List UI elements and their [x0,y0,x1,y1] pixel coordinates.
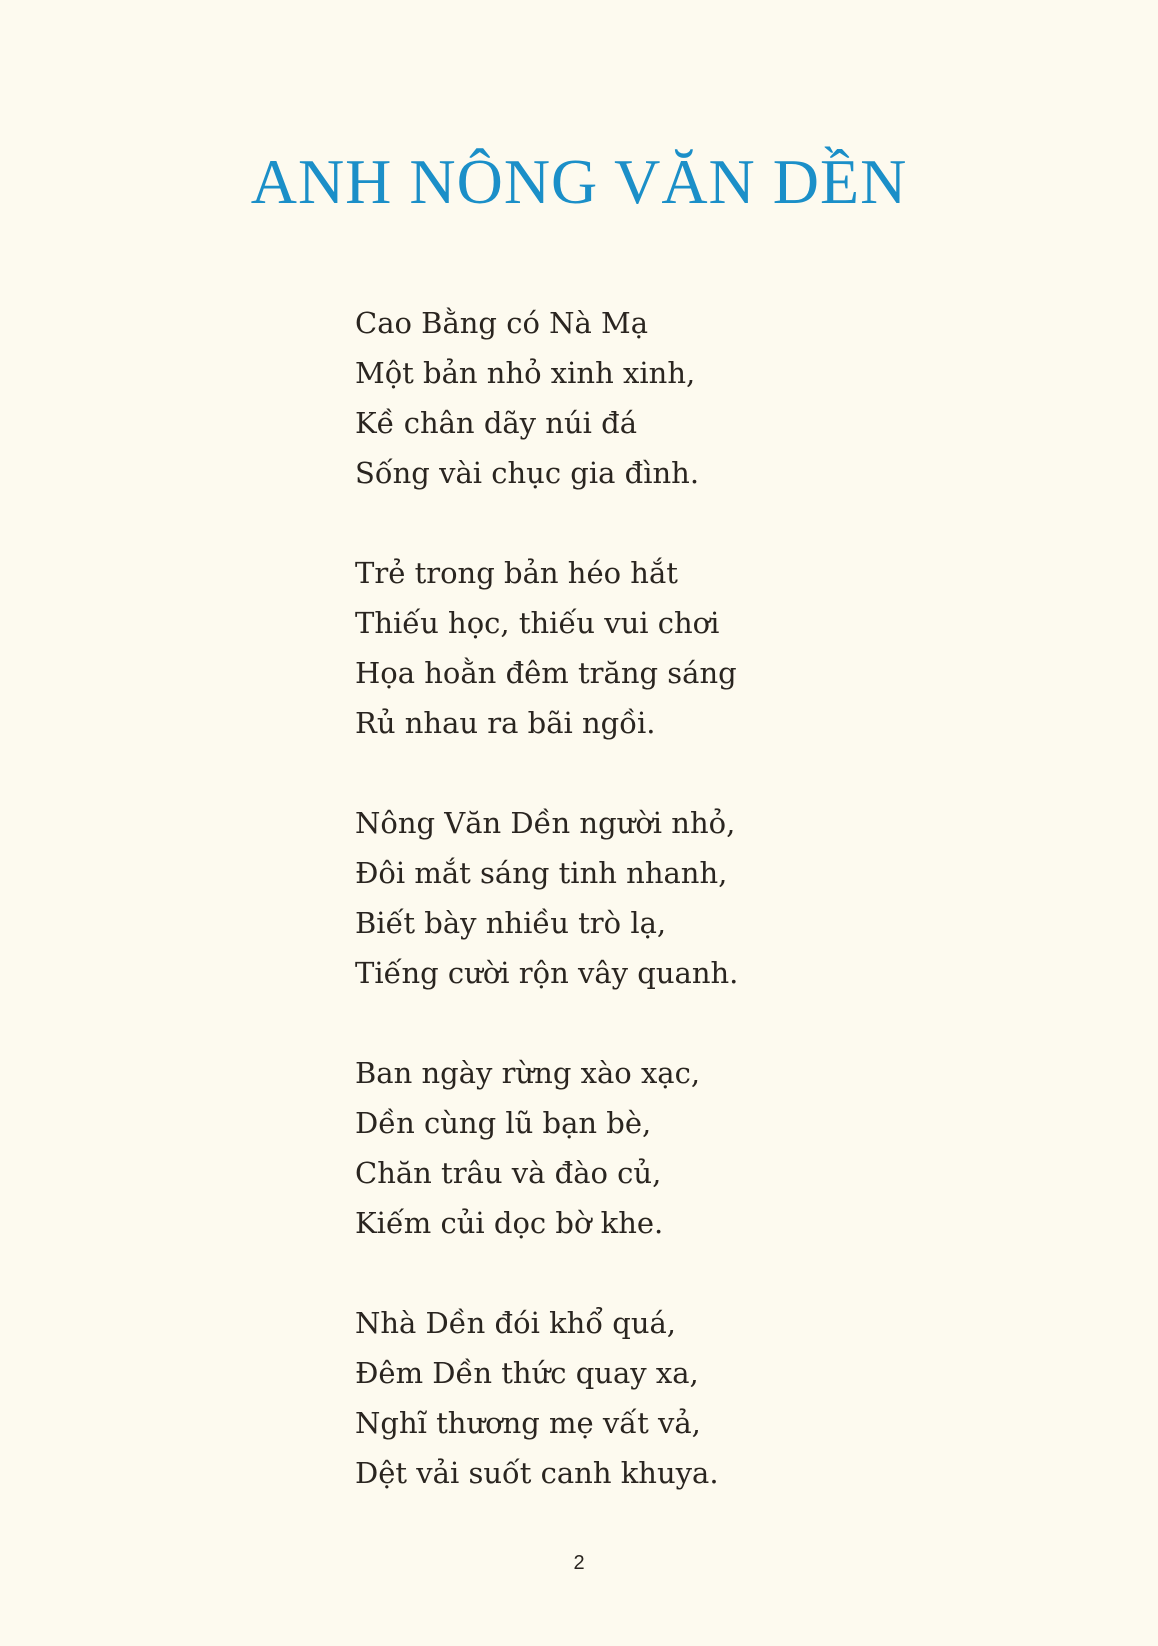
poem-line: Một bản nhỏ xinh xinh, [355,356,696,390]
poem-line: Kiếm củi dọc bờ khe. [355,1206,664,1240]
poem-line: Rủ nhau ra bãi ngồi. [355,706,656,740]
poem-line: Nông Văn Dền người nhỏ, [355,806,736,840]
stanza-4 [355,1048,875,1248]
poem-line: Kề chân dãy núi đá [355,406,637,440]
poem-line: Đêm Dền thức quay xa, [355,1356,699,1390]
poem-line: Biết bày nhiều trò lạ, [355,906,667,940]
poem-line: Dền cùng lũ bạn bè, [355,1106,652,1140]
poem-line: Tiếng cười rộn vây quanh. [355,956,739,990]
page-title: ANH NÔNG VĂN DỀN [250,146,908,217]
poem-line: Chăn trâu và đào củ, [355,1156,662,1190]
stanza-5 [355,1298,875,1498]
poem-body [355,298,875,1548]
stanza-3 [355,798,875,998]
poem-line: Dệt vải suốt canh khuya. [355,1456,719,1490]
poem-line: Thiếu học, thiếu vui chơi [355,606,720,640]
stanza-1 [355,298,875,498]
poem-line: Nghĩ thương mẹ vất vả, [355,1406,701,1440]
poem-line: Sống vài chục gia đình. [355,456,700,490]
poem-line: Trẻ trong bản héo hắt [355,556,678,590]
poem-line: Ban ngày rừng xào xạc, [355,1056,701,1090]
poem-line: Nhà Dền đói khổ quá, [355,1306,677,1340]
page-number: 2 [573,1552,585,1574]
poem-line: Cao Bằng có Nà Mạ [355,306,649,340]
poem-line: Đôi mắt sáng tinh nhanh, [355,856,728,890]
stanza-2 [355,548,875,748]
poem-line: Họa hoằn đêm trăng sáng [355,656,737,690]
